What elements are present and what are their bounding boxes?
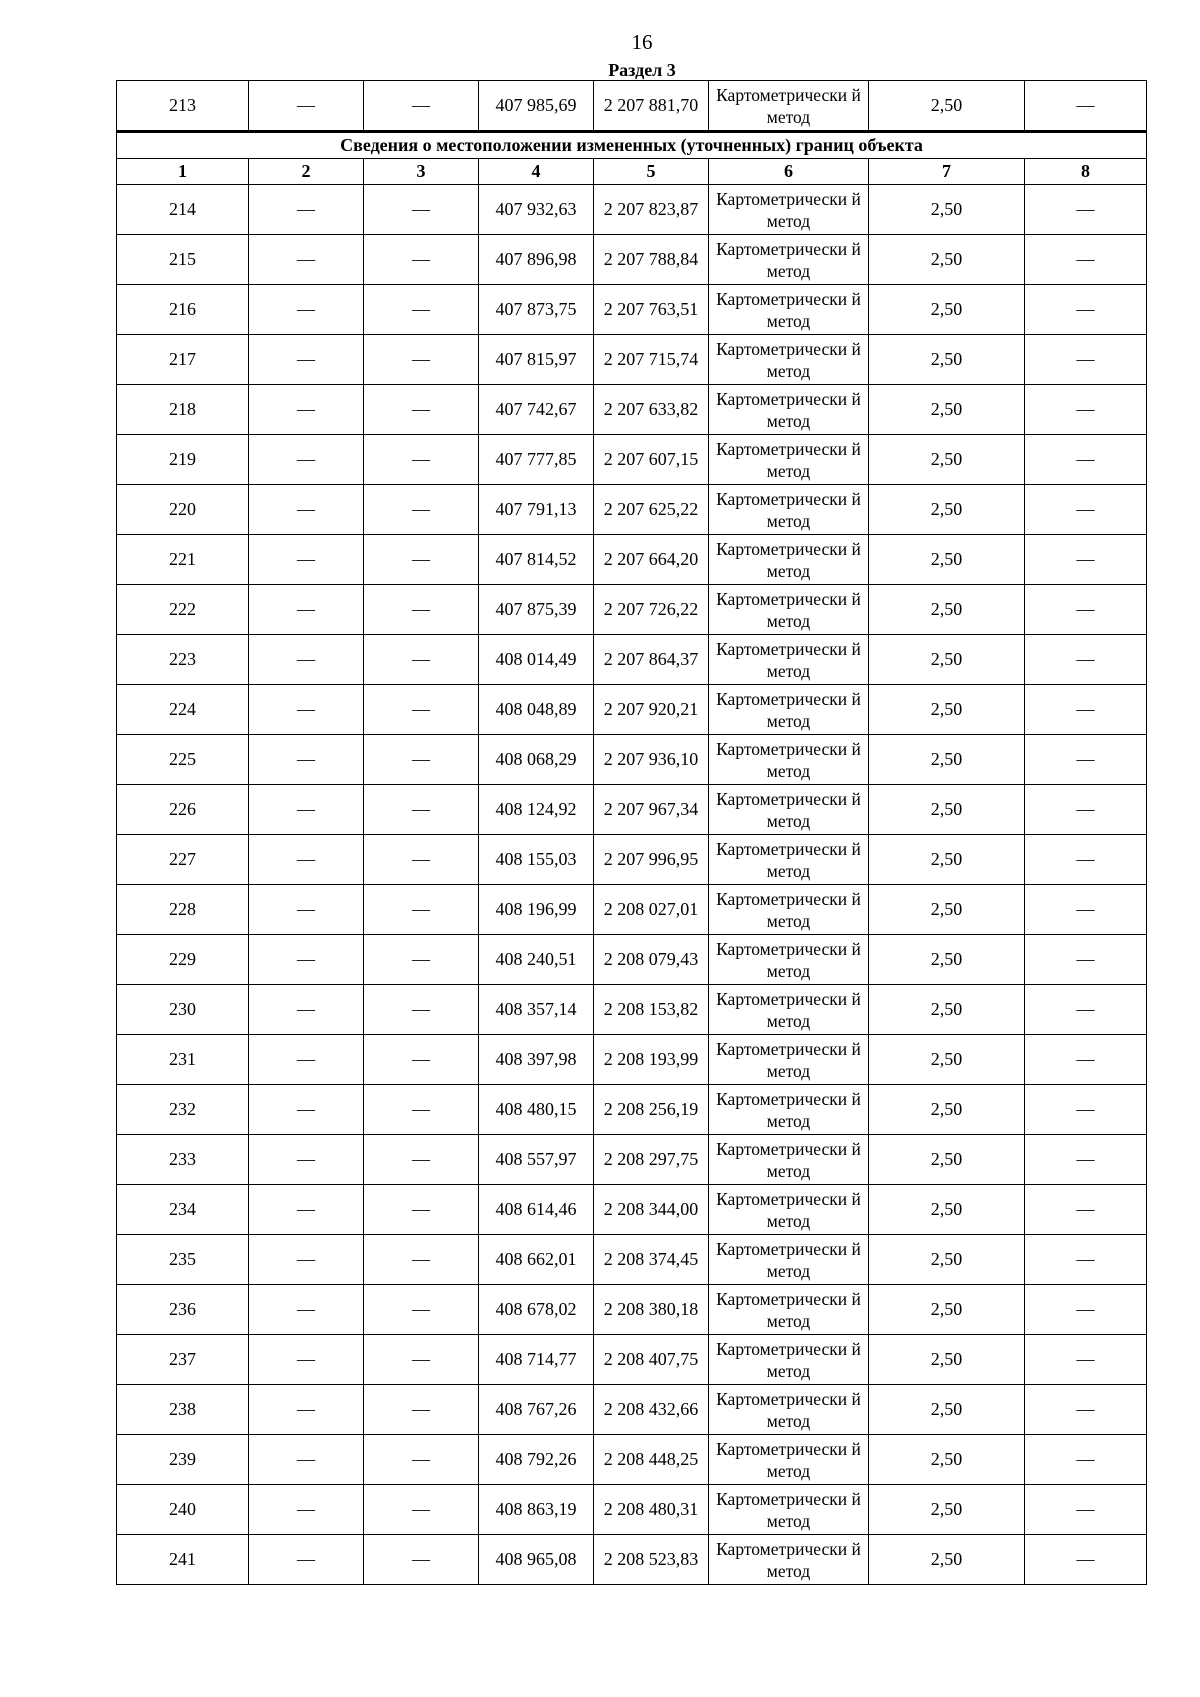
table-row <box>117 935 1147 985</box>
y-coordinate-cell: 2 207 726,22 <box>594 585 709 635</box>
table-row <box>117 185 1147 235</box>
x-coordinate-cell: 408 240,51 <box>479 935 594 985</box>
method-cell: Картометрически й метод <box>709 1135 869 1185</box>
point-number-cell: 235 <box>117 1235 249 1285</box>
point-number-cell: 239 <box>117 1435 249 1485</box>
y-coordinate-cell: 2 207 823,87 <box>594 185 709 235</box>
method-cell: Картометрически й метод <box>709 1385 869 1435</box>
column-3-cell: — <box>364 385 479 435</box>
column-number: 4 <box>479 159 594 185</box>
column-8-cell: — <box>1025 635 1147 685</box>
accuracy-cell: 2,50 <box>869 1335 1025 1385</box>
point-number-cell: 217 <box>117 335 249 385</box>
column-2-cell: — <box>249 81 364 132</box>
x-coordinate-cell: 408 196,99 <box>479 885 594 935</box>
column-8-cell: — <box>1025 785 1147 835</box>
method-cell: Картометрически й метод <box>709 785 869 835</box>
accuracy-cell: 2,50 <box>869 1385 1025 1435</box>
point-number-cell: 237 <box>117 1335 249 1385</box>
accuracy-cell: 2,50 <box>869 535 1025 585</box>
y-coordinate-cell: 2 207 967,34 <box>594 785 709 835</box>
table-row <box>117 885 1147 935</box>
column-3-cell: — <box>364 1435 479 1485</box>
accuracy-cell: 2,50 <box>869 285 1025 335</box>
column-2-cell: — <box>249 335 364 385</box>
y-coordinate-cell: 2 208 380,18 <box>594 1285 709 1335</box>
column-8-cell: — <box>1025 285 1147 335</box>
table-row <box>117 1285 1147 1335</box>
y-coordinate-cell: 2 207 607,15 <box>594 435 709 485</box>
x-coordinate-cell: 407 814,52 <box>479 535 594 585</box>
column-8-cell: — <box>1025 985 1147 1035</box>
table-row <box>117 585 1147 635</box>
column-2-cell: — <box>249 885 364 935</box>
accuracy-cell: 2,50 <box>869 1185 1025 1235</box>
x-coordinate-cell: 408 614,46 <box>479 1185 594 1235</box>
x-coordinate-cell: 408 792,26 <box>479 1435 594 1485</box>
method-cell: Картометрически й метод <box>709 1235 869 1285</box>
x-coordinate-cell: 408 357,14 <box>479 985 594 1035</box>
column-8-cell: — <box>1025 335 1147 385</box>
column-3-cell: — <box>364 635 479 685</box>
column-2-cell: — <box>249 235 364 285</box>
column-8-cell: — <box>1025 1035 1147 1085</box>
accuracy-cell: 2,50 <box>869 435 1025 485</box>
x-coordinate-cell: 408 863,19 <box>479 1485 594 1535</box>
method-cell: Картометрически й метод <box>709 585 869 635</box>
y-coordinate-cell: 2 208 153,82 <box>594 985 709 1035</box>
accuracy-cell: 2,50 <box>869 1035 1025 1085</box>
method-cell: Картометрически й метод <box>709 1035 869 1085</box>
method-cell: Картометрически й метод <box>709 985 869 1035</box>
method-cell: Картометрически й метод <box>709 1285 869 1335</box>
column-3-cell: — <box>364 885 479 935</box>
method-cell: Картометрически й метод <box>709 735 869 785</box>
method-cell: Картометрически й метод <box>709 1185 869 1235</box>
x-coordinate-cell: 408 557,97 <box>479 1135 594 1185</box>
x-coordinate-cell: 408 155,03 <box>479 835 594 885</box>
method-cell: Картометрически й метод <box>709 1085 869 1135</box>
table-row <box>117 985 1147 1035</box>
point-number-cell: 220 <box>117 485 249 535</box>
method-cell: Картометрически й метод <box>709 1535 869 1585</box>
y-coordinate-cell: 2 208 344,00 <box>594 1185 709 1235</box>
point-number-cell: 238 <box>117 1385 249 1435</box>
point-number-cell: 232 <box>117 1085 249 1135</box>
column-8-cell: — <box>1025 1285 1147 1335</box>
column-2-cell: — <box>249 1535 364 1585</box>
y-coordinate-cell: 2 207 625,22 <box>594 485 709 535</box>
coordinates-table <box>116 80 1147 1585</box>
column-2-cell: — <box>249 835 364 885</box>
table-row <box>117 485 1147 535</box>
table-row <box>117 1435 1147 1485</box>
column-2-cell: — <box>249 485 364 535</box>
y-coordinate-cell: 2 208 297,75 <box>594 1135 709 1185</box>
point-number-cell: 223 <box>117 635 249 685</box>
y-coordinate-cell: 2 207 664,20 <box>594 535 709 585</box>
table-row <box>117 1185 1147 1235</box>
table-row <box>117 1085 1147 1135</box>
accuracy-cell: 2,50 <box>869 335 1025 385</box>
column-number: 1 <box>117 159 249 185</box>
column-8-cell: — <box>1025 435 1147 485</box>
column-2-cell: — <box>249 985 364 1035</box>
column-2-cell: — <box>249 1485 364 1535</box>
page-number: 16 <box>631 30 653 54</box>
column-8-cell: — <box>1025 1185 1147 1235</box>
column-number: 8 <box>1025 159 1147 185</box>
accuracy-cell: 2,50 <box>869 785 1025 835</box>
x-coordinate-cell: 407 777,85 <box>479 435 594 485</box>
point-number-cell: 219 <box>117 435 249 485</box>
y-coordinate-cell: 2 208 193,99 <box>594 1035 709 1085</box>
y-coordinate-cell: 2 208 432,66 <box>594 1385 709 1435</box>
x-coordinate-cell: 408 678,02 <box>479 1285 594 1335</box>
column-8-cell: — <box>1025 1385 1147 1435</box>
column-8-cell: — <box>1025 1435 1147 1485</box>
point-number-cell: 215 <box>117 235 249 285</box>
x-coordinate-cell: 408 965,08 <box>479 1535 594 1585</box>
y-coordinate-cell: 2 207 633,82 <box>594 385 709 435</box>
table-row <box>117 835 1147 885</box>
column-8-cell: — <box>1025 1485 1147 1535</box>
column-3-cell: — <box>364 1035 479 1085</box>
column-3-cell: — <box>364 1185 479 1235</box>
method-cell: Картометрически й метод <box>709 935 869 985</box>
column-8-cell: — <box>1025 885 1147 935</box>
point-number-cell: 216 <box>117 285 249 335</box>
accuracy-cell: 2,50 <box>869 985 1025 1035</box>
column-8-cell: — <box>1025 185 1147 235</box>
column-8-cell: — <box>1025 81 1147 132</box>
table-row <box>117 435 1147 485</box>
column-2-cell: — <box>249 1135 364 1185</box>
column-3-cell: — <box>364 485 479 535</box>
accuracy-cell: 2,50 <box>869 1535 1025 1585</box>
table-row <box>117 635 1147 685</box>
column-3-cell: — <box>364 785 479 835</box>
column-3-cell: — <box>364 735 479 785</box>
y-coordinate-cell: 2 207 763,51 <box>594 285 709 335</box>
point-number-cell: 225 <box>117 735 249 785</box>
column-3-cell: — <box>364 1535 479 1585</box>
column-8-cell: — <box>1025 1335 1147 1385</box>
accuracy-cell: 2,50 <box>869 1435 1025 1485</box>
point-number-cell: 222 <box>117 585 249 635</box>
column-3-cell: — <box>364 585 479 635</box>
column-number: 6 <box>709 159 869 185</box>
x-coordinate-cell: 407 896,98 <box>479 235 594 285</box>
column-8-cell: — <box>1025 535 1147 585</box>
accuracy-cell: 2,50 <box>869 1485 1025 1535</box>
column-3-cell: — <box>364 835 479 885</box>
point-number-cell: 230 <box>117 985 249 1035</box>
column-2-cell: — <box>249 1335 364 1385</box>
x-coordinate-cell: 408 397,98 <box>479 1035 594 1085</box>
method-cell: Картометрически й метод <box>709 485 869 535</box>
point-number-cell: 241 <box>117 1535 249 1585</box>
column-8-cell: — <box>1025 1135 1147 1185</box>
method-cell: Картометрически й метод <box>709 885 869 935</box>
x-coordinate-cell: 407 815,97 <box>479 335 594 385</box>
table-row <box>117 535 1147 585</box>
point-number-cell: 218 <box>117 385 249 435</box>
method-cell: Картометрически й метод <box>709 835 869 885</box>
column-number: 3 <box>364 159 479 185</box>
column-2-cell: — <box>249 635 364 685</box>
table-row <box>117 1535 1147 1585</box>
table-row <box>117 1485 1147 1535</box>
method-cell: Картометрически й метод <box>709 1335 869 1385</box>
point-number-cell: 226 <box>117 785 249 835</box>
column-2-cell: — <box>249 685 364 735</box>
column-number: 5 <box>594 159 709 185</box>
column-8-cell: — <box>1025 835 1147 885</box>
accuracy-cell: 2,50 <box>869 385 1025 435</box>
x-coordinate-cell: 407 932,63 <box>479 185 594 235</box>
y-coordinate-cell: 2 207 715,74 <box>594 335 709 385</box>
column-2-cell: — <box>249 785 364 835</box>
point-number-cell: 234 <box>117 1185 249 1235</box>
column-8-cell: — <box>1025 1235 1147 1285</box>
accuracy-cell: 2,50 <box>869 685 1025 735</box>
y-coordinate-cell: 2 208 480,31 <box>594 1485 709 1535</box>
method-cell: Картометрически й метод <box>709 435 869 485</box>
point-number-cell: 240 <box>117 1485 249 1535</box>
table-row <box>117 335 1147 385</box>
column-numbers-row <box>117 159 1147 185</box>
table-row <box>117 1235 1147 1285</box>
method-cell: Картометрически й метод <box>709 1435 869 1485</box>
column-3-cell: — <box>364 1285 479 1335</box>
table-row <box>117 1135 1147 1185</box>
method-cell: Картометрически й метод <box>709 335 869 385</box>
column-3-cell: — <box>364 285 479 335</box>
y-coordinate-cell: 2 207 936,10 <box>594 735 709 785</box>
column-3-cell: — <box>364 685 479 735</box>
point-number-cell: 228 <box>117 885 249 935</box>
accuracy-cell: 2,50 <box>869 81 1025 132</box>
column-2-cell: — <box>249 735 364 785</box>
column-2-cell: — <box>249 1435 364 1485</box>
x-coordinate-cell: 408 714,77 <box>479 1335 594 1385</box>
accuracy-cell: 2,50 <box>869 185 1025 235</box>
table-row <box>117 1335 1147 1385</box>
point-number-cell: 213 <box>117 81 249 132</box>
accuracy-cell: 2,50 <box>869 1135 1025 1185</box>
column-3-cell: — <box>364 1085 479 1135</box>
column-3-cell: — <box>364 435 479 485</box>
y-coordinate-cell: 2 207 788,84 <box>594 235 709 285</box>
column-8-cell: — <box>1025 235 1147 285</box>
accuracy-cell: 2,50 <box>869 235 1025 285</box>
accuracy-cell: 2,50 <box>869 835 1025 885</box>
x-coordinate-cell: 407 985,69 <box>479 81 594 132</box>
column-3-cell: — <box>364 1235 479 1285</box>
column-2-cell: — <box>249 285 364 335</box>
y-coordinate-cell: 2 207 864,37 <box>594 635 709 685</box>
accuracy-cell: 2,50 <box>869 635 1025 685</box>
point-number-cell: 236 <box>117 1285 249 1335</box>
point-number-cell: 214 <box>117 185 249 235</box>
column-3-cell: — <box>364 1385 479 1435</box>
method-cell: Картометрически й метод <box>709 285 869 335</box>
x-coordinate-cell: 407 791,13 <box>479 485 594 535</box>
x-coordinate-cell: 407 873,75 <box>479 285 594 335</box>
method-cell: Картометрически й метод <box>709 685 869 735</box>
x-coordinate-cell: 407 875,39 <box>479 585 594 635</box>
column-3-cell: — <box>364 1335 479 1385</box>
x-coordinate-cell: 408 068,29 <box>479 735 594 785</box>
column-3-cell: — <box>364 235 479 285</box>
table-row <box>117 735 1147 785</box>
method-cell: Картометрически й метод <box>709 385 869 435</box>
table-row <box>117 235 1147 285</box>
column-3-cell: — <box>364 1135 479 1185</box>
column-3-cell: — <box>364 985 479 1035</box>
column-3-cell: — <box>364 335 479 385</box>
x-coordinate-cell: 408 048,89 <box>479 685 594 735</box>
x-coordinate-cell: 408 767,26 <box>479 1385 594 1435</box>
table-row <box>117 685 1147 735</box>
column-3-cell: — <box>364 535 479 585</box>
column-2-cell: — <box>249 585 364 635</box>
column-number: 2 <box>249 159 364 185</box>
method-cell: Картометрически й метод <box>709 81 869 132</box>
x-coordinate-cell: 407 742,67 <box>479 385 594 435</box>
accuracy-cell: 2,50 <box>869 585 1025 635</box>
table-heading: Сведения о местоположении измененных (уточненных) границ объекта <box>117 132 1147 159</box>
y-coordinate-cell: 2 208 407,75 <box>594 1335 709 1385</box>
x-coordinate-cell: 408 480,15 <box>479 1085 594 1135</box>
table-row <box>117 785 1147 835</box>
column-2-cell: — <box>249 1235 364 1285</box>
table-row <box>117 1385 1147 1435</box>
accuracy-cell: 2,50 <box>869 1235 1025 1285</box>
column-2-cell: — <box>249 935 364 985</box>
column-2-cell: — <box>249 1285 364 1335</box>
point-number-cell: 231 <box>117 1035 249 1085</box>
table-row <box>117 285 1147 335</box>
accuracy-cell: 2,50 <box>869 1085 1025 1135</box>
method-cell: Картометрически й метод <box>709 635 869 685</box>
column-2-cell: — <box>249 535 364 585</box>
column-8-cell: — <box>1025 1085 1147 1135</box>
y-coordinate-cell: 2 207 920,21 <box>594 685 709 735</box>
column-8-cell: — <box>1025 385 1147 435</box>
point-number-cell: 233 <box>117 1135 249 1185</box>
table-heading-row <box>117 132 1147 159</box>
column-8-cell: — <box>1025 685 1147 735</box>
accuracy-cell: 2,50 <box>869 735 1025 785</box>
y-coordinate-cell: 2 208 523,83 <box>594 1535 709 1585</box>
column-8-cell: — <box>1025 735 1147 785</box>
y-coordinate-cell: 2 208 256,19 <box>594 1085 709 1135</box>
x-coordinate-cell: 408 124,92 <box>479 785 594 835</box>
accuracy-cell: 2,50 <box>869 1285 1025 1335</box>
point-number-cell: 224 <box>117 685 249 735</box>
column-8-cell: — <box>1025 585 1147 635</box>
column-2-cell: — <box>249 1185 364 1235</box>
y-coordinate-cell: 2 208 079,43 <box>594 935 709 985</box>
column-3-cell: — <box>364 81 479 132</box>
y-coordinate-cell: 2 208 448,25 <box>594 1435 709 1485</box>
accuracy-cell: 2,50 <box>869 885 1025 935</box>
method-cell: Картометрически й метод <box>709 1485 869 1535</box>
column-2-cell: — <box>249 1035 364 1085</box>
column-8-cell: — <box>1025 935 1147 985</box>
table-row <box>117 385 1147 435</box>
y-coordinate-cell: 2 208 374,45 <box>594 1235 709 1285</box>
x-coordinate-cell: 408 014,49 <box>479 635 594 685</box>
column-3-cell: — <box>364 1485 479 1535</box>
accuracy-cell: 2,50 <box>869 485 1025 535</box>
column-2-cell: — <box>249 1085 364 1135</box>
column-2-cell: — <box>249 1385 364 1435</box>
column-2-cell: — <box>249 185 364 235</box>
x-coordinate-cell: 408 662,01 <box>479 1235 594 1285</box>
table-row <box>117 1035 1147 1085</box>
accuracy-cell: 2,50 <box>869 935 1025 985</box>
column-number: 7 <box>869 159 1025 185</box>
method-cell: Картометрически й метод <box>709 235 869 285</box>
column-2-cell: — <box>249 435 364 485</box>
column-2-cell: — <box>249 385 364 435</box>
point-number-cell: 221 <box>117 535 249 585</box>
column-8-cell: — <box>1025 485 1147 535</box>
column-8-cell: — <box>1025 1535 1147 1585</box>
method-cell: Картометрически й метод <box>709 535 869 585</box>
method-cell: Картометрически й метод <box>709 185 869 235</box>
point-number-cell: 227 <box>117 835 249 885</box>
column-3-cell: — <box>364 935 479 985</box>
y-coordinate-cell: 2 207 881,70 <box>594 81 709 132</box>
table-row <box>117 81 1147 132</box>
section-title: Раздел 3 <box>608 60 676 80</box>
column-3-cell: — <box>364 185 479 235</box>
point-number-cell: 229 <box>117 935 249 985</box>
y-coordinate-cell: 2 208 027,01 <box>594 885 709 935</box>
y-coordinate-cell: 2 207 996,95 <box>594 835 709 885</box>
